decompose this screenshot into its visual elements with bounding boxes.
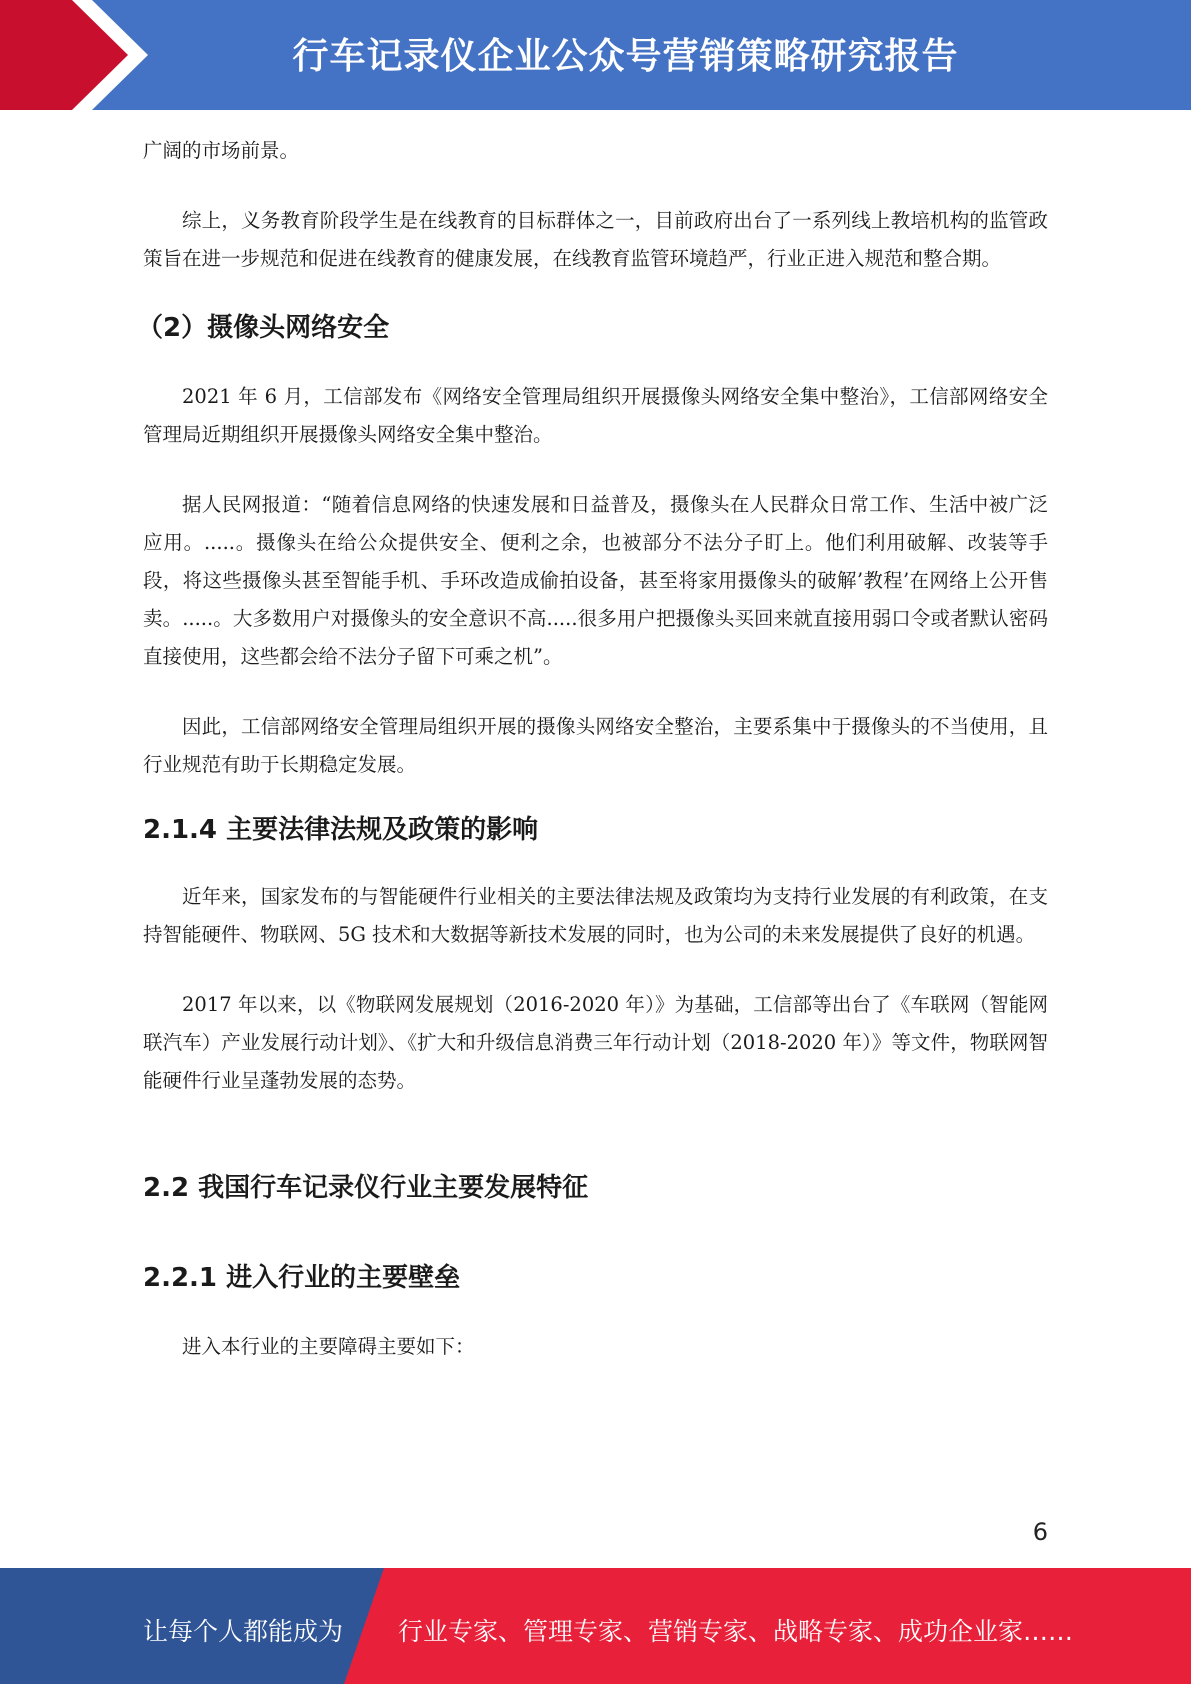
paragraph: 综上，义务教育阶段学生是在线教育的目标群体之一，目前政府出台了一系列线上教培机构的监管政策旨在进一步规范和促进在线教育的健康发展，在线教育监管环境趋严，行业正进入规范和整合期。 [143,209,1048,270]
paragraph: 进入本行业的主要障碍主要如下： [182,1335,475,1358]
page-header [0,0,1191,110]
paragraph: 近年来，国家发布的与智能硬件行业相关的主要法律法规及政策均为支持行业发展的有利政策，在支持智能硬件、物联网、5G 技术和大数据等新技术发展的同时，也为公司的未来发展提供了良好的机遇。 [143,885,1048,946]
report-title: 行车记录仪企业公众号营销策略研究报告 [292,36,959,77]
section-heading: 2.1.4 主要法律法规及政策的影响 [143,815,539,845]
paragraph: 广阔的市场前景。 [143,139,300,162]
page-footer [0,1568,1191,1684]
paragraph: 2021 年 6 月，工信部发布《网络安全管理局组织开展摄像头网络安全集中整治》，工信部网络安全管理局近期组织开展摄像头网络安全集中整治。 [143,385,1048,446]
paragraph: 2017 年以来，以《物联网发展规划（2016-2020 年）》为基础，工信部等出台了《车联网（智能网联汽车）产业发展行动计划》、《扩大和升级信息消费三年行动计划（2018-2020 年）》等文件，物联网智能硬件行业呈蓬勃发展的态势。 [143,993,1048,1092]
paragraph: 因此，工信部网络安全管理局组织开展的摄像头网络安全整治，主要系集中于摄像头的不当使用，且行业规范有助于长期稳定发展。 [143,715,1048,776]
chevron-arrow-icon [0,0,160,110]
footer-slogan-left: 让每个人都能成为 [143,1617,344,1646]
footer-slogan-right: 行业专家、管理专家、营销专家、战略专家、成功企业家…… [398,1617,1074,1646]
page-number: 6 [1032,1518,1048,1546]
document-body [137,132,1048,1366]
section-heading: （2）摄像头网络安全 [137,313,390,343]
paragraph: 据人民网报道：“随着信息网络的快速发展和日益普及，摄像头在人民群众日常工作、生活中被广泛应用。.....。摄像头在给公众提供安全、便利之余，也被部分不法分子盯上。他们利用破解、改装等手段，将这些摄像头甚至智能手机、手环改造成偷拍设备，甚至将家用摄像头的破解’教程’在网络上公开售卖。.....。大多数用户对摄像头的安全意识不高.....很多用户把摄像头买回来就直接用弱口令或者默认密码直接使用，这些都会给不法分子留下可乘之机”。 [143,493,1048,668]
section-heading: 2.2.1 进入行业的主要壁垒 [143,1263,461,1293]
section-heading: 2.2 我国行车记录仪行业主要发展特征 [143,1173,589,1203]
